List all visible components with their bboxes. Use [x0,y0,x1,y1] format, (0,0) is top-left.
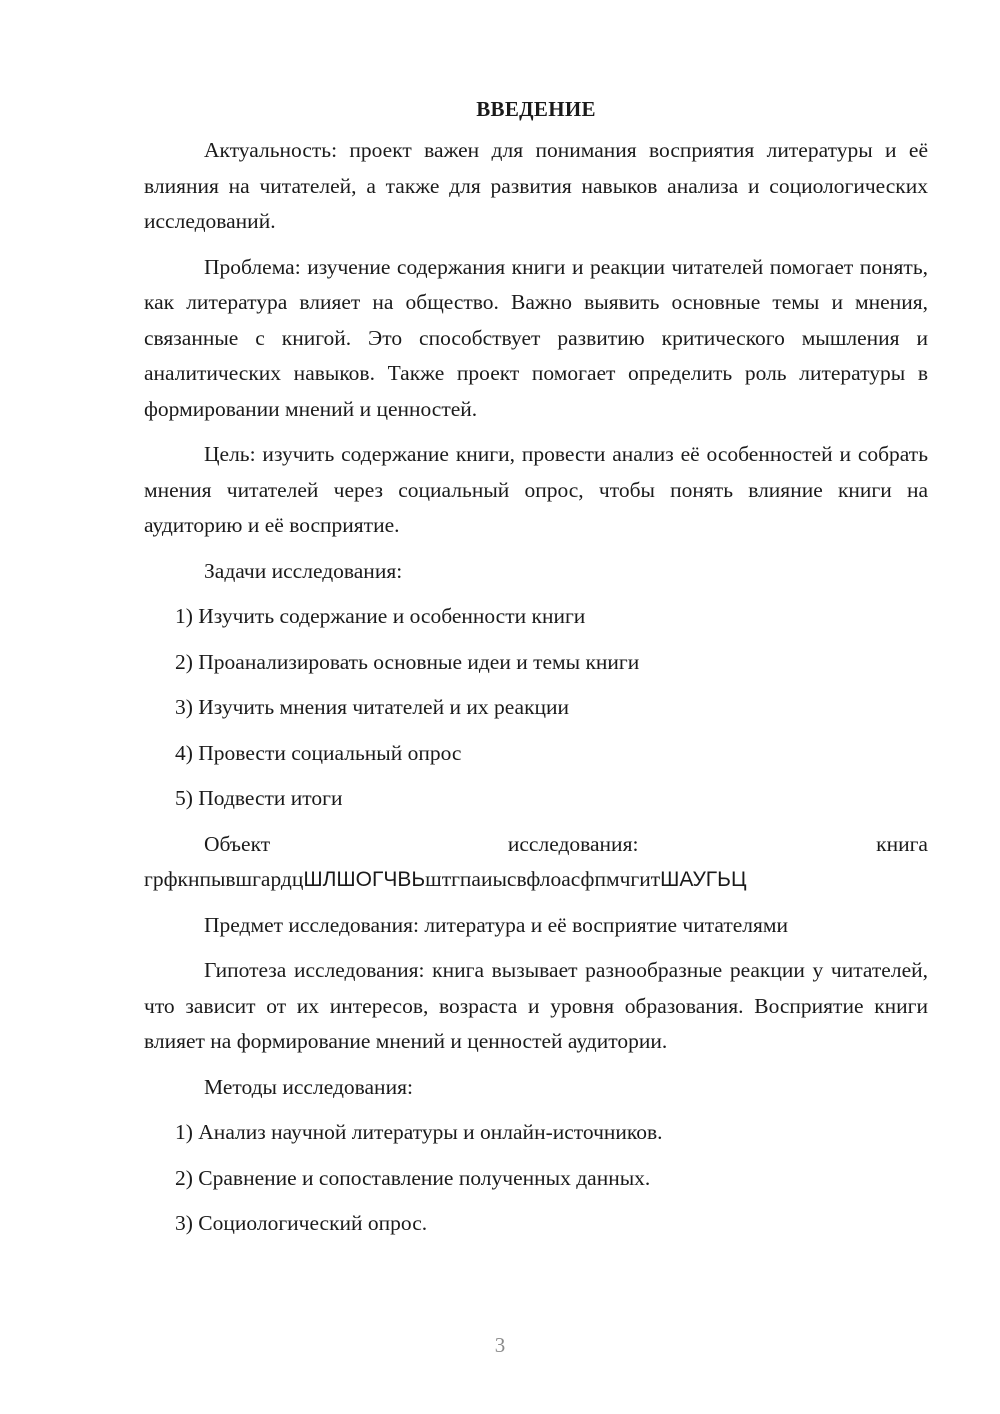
object-label: Объект [204,831,271,856]
page-title: ВВЕДЕНИЕ [476,97,596,121]
object-row [144,827,928,863]
subject-line: Предмет исследования: литература и её восприятие читателями [204,912,789,937]
method-item-2: 2) Сравнение и сопоставление полученных данных. [175,1165,651,1190]
task-item-3: 3) Изучить мнения читателей и их реакции [175,695,570,719]
page-number: 3 [494,1333,506,1357]
object-middle: исследования: [507,831,639,856]
methods-heading: Методы исследования: [204,1074,413,1099]
task-item-4: 4) Провести социальный опрос [175,740,462,765]
relevance-paragraph: Актуальность: проект важен для понимания восприятия литературы и её влияния на читателей, а также для развития навыков анализа и социологических исследований. [144,138,928,233]
object-name-part-2: ШЛШОГЧВЬ [303,868,426,891]
object-name-part-1: грфкнпывшгардц [144,867,304,891]
task-item-2: 2) Проанализировать основные идеи и темы книги [175,649,640,674]
task-item-5: 5) Подвести итоги [175,786,343,810]
method-item-3: 3) Социологический опрос. [175,1211,428,1235]
object-name-part-4: ШАУГЬЦ [660,868,747,891]
object-name-part-3: штгпаиысвфлоасфпмчгит [425,867,661,891]
object-name [144,862,928,898]
method-item-1: 1) Анализ научной литературы и онлайн-источников. [175,1120,663,1144]
problem-paragraph: Проблема: изучение содержания книги и реакции читателей помогает понять, как литература влияет на общество. Важно выявить основные темы и мнения, связанные с книгой. Это способствует развитию критического мышления и аналитических навыков. Также проект помогает определить роль литературы в формировании мнений и ценностей. [144,254,928,421]
task-item-1: 1) Изучить содержание и особенности книги [175,604,586,628]
goal-paragraph: Цель: изучить содержание книги, провести анализ её особенностей и собрать мнения читателей через социальный опрос, чтобы понять влияние книги на аудиторию и её восприятие. [144,442,928,537]
page-content [144,92,928,1252]
object-paragraph [144,827,928,898]
tasks-heading: Задачи исследования: [204,558,403,583]
object-end: книга [876,831,928,856]
hypothesis-paragraph: Гипотеза исследования: книга вызывает разнообразные реакции у читателей, что зависит от их интересов, возраста и уровня образования. Восприятие книги влияет на формирование мнений и ценностей аудитории. [144,958,928,1053]
